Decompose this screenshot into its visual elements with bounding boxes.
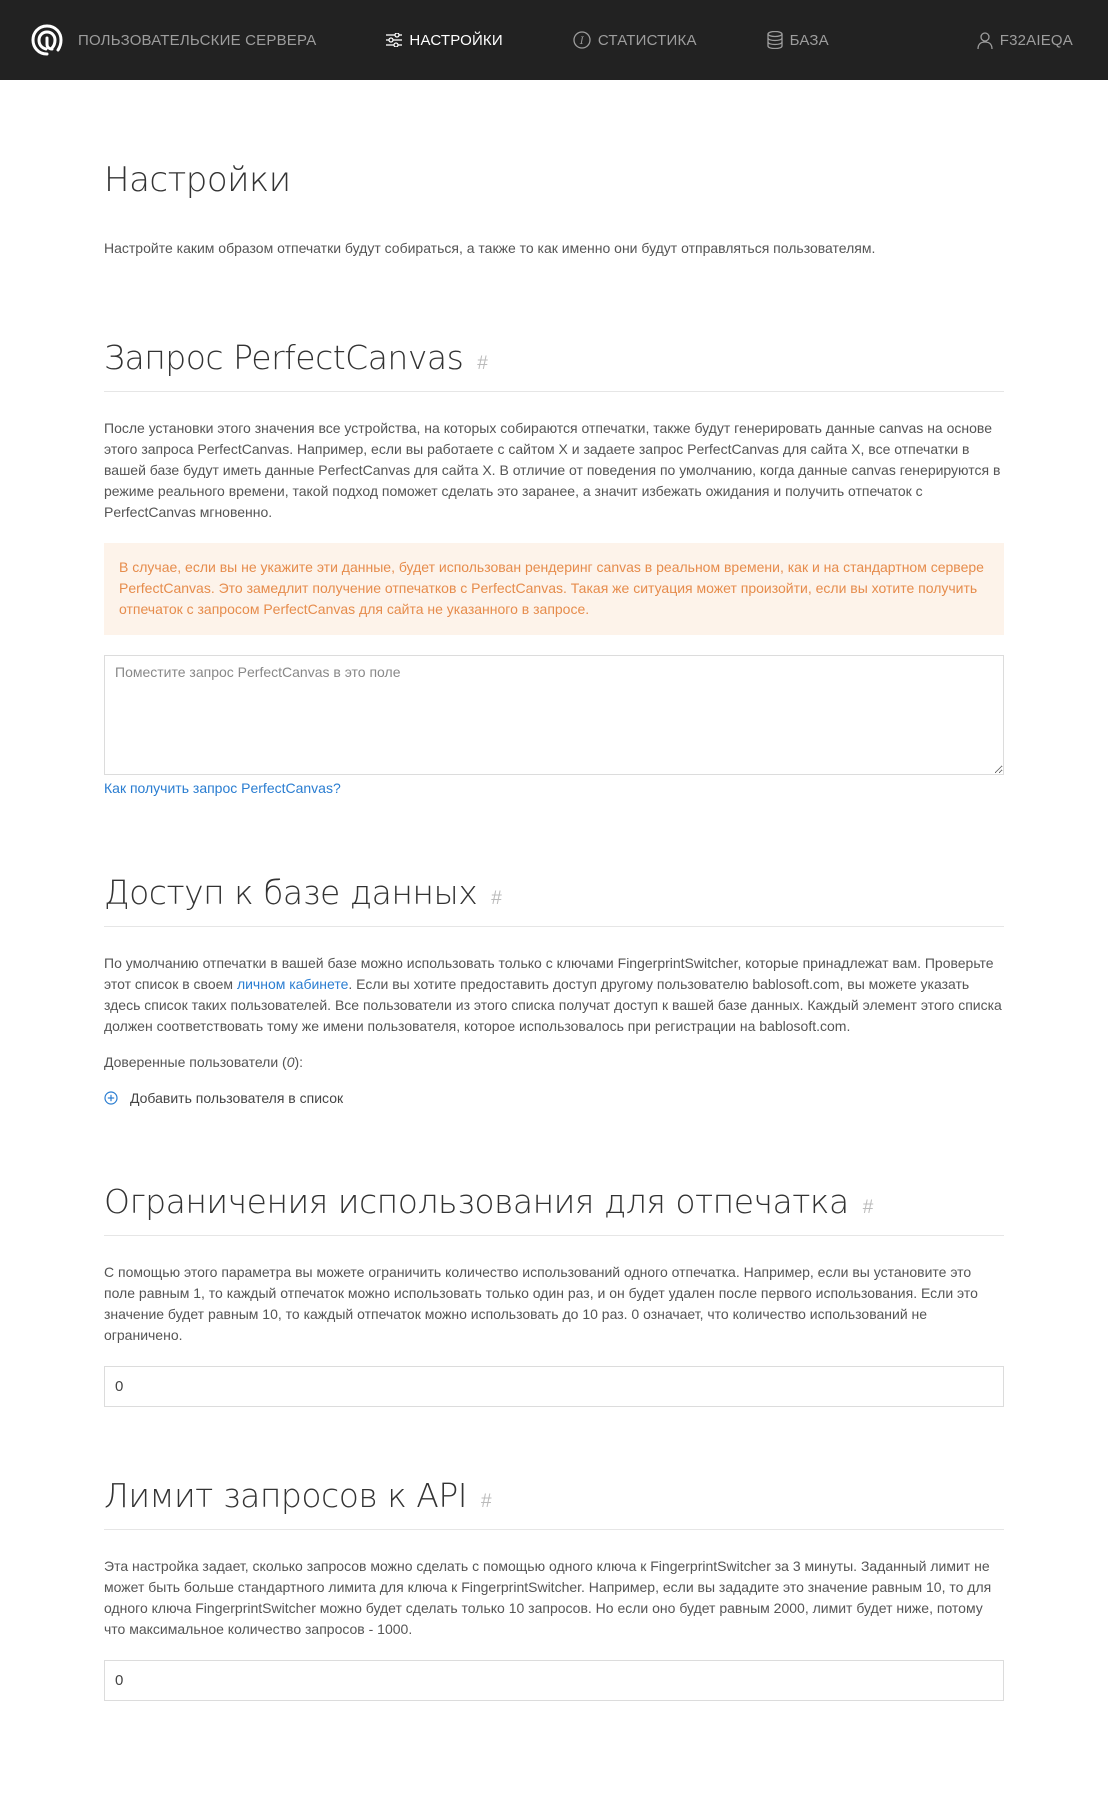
nav-custom-servers[interactable]: [78, 32, 316, 49]
nav-settings-label: НАСТРОЙКИ: [409, 31, 503, 49]
perfectcanvas-warning: В случае, если вы не укажите эти данные, будет использован рендеринг canvas в реальном времени, как и на стандартном сервере PerfectCanvas. Это замедлит получение отпечатков с PerfectCanvas. Такая же ситуация может произойти, если вы хотите получить отпечаток с запросом PerfectCanvas для сайта не указанного в запросе.: [104, 543, 1004, 635]
user-icon: [977, 32, 993, 49]
perfectcanvas-section: [104, 338, 1004, 797]
section-header: [104, 873, 1004, 927]
db-access-description: [104, 953, 1004, 1037]
sliders-icon: [386, 33, 402, 47]
usage-limit-input[interactable]: [104, 1366, 1004, 1407]
svg-text:i: i: [579, 36, 584, 47]
fingerprint-logo-icon[interactable]: [30, 23, 64, 57]
trusted-users-label: [104, 1054, 1004, 1070]
trusted-users-text: Доверенные пользователи (: [104, 1054, 287, 1070]
nav-database-label: БАЗА: [789, 31, 829, 49]
perfectcanvas-description: После установки этого значения все устройства, на которых собираются отпечатки, также будут генерировать данные canvas на основе этого запроса PerfectCanvas. Например, если вы работаете с сайтом X и задаете запрос PerfectCanvas для сайта X, все отпечатки в вашей базе будут иметь данные PerfectCanvas для сайта X. В отличие от поведения по умолчанию, когда данные canvas генерируются в режиме реального времени, такой подход поможет сделать это заранее, а значит избежать ожидания и получить отпечаток с PerfectCanvas мгновенно.: [104, 420, 1001, 520]
nav-database[interactable]: [767, 31, 829, 49]
perfectcanvas-request-textarea[interactable]: [104, 655, 1004, 775]
db-access-section: [104, 873, 1004, 1106]
usage-limit-heading: Ограничения использования для отпечатка: [104, 1182, 849, 1221]
api-limit-anchor-link[interactable]: #: [481, 1491, 492, 1512]
nav-statistics[interactable]: [573, 31, 697, 49]
add-user-label: Добавить пользователя в список: [130, 1090, 344, 1106]
trusted-users-suffix: ):: [294, 1054, 304, 1070]
top-navbar: [0, 0, 1108, 80]
db-access-anchor-link[interactable]: #: [491, 888, 502, 909]
nav-user-label: F32AIEQA: [999, 31, 1073, 49]
page-title: Настройки: [104, 160, 291, 200]
nav-user-account[interactable]: [977, 0, 1073, 80]
trusted-users-count: 0: [286, 1054, 295, 1070]
usage-limit-section: [104, 1182, 1004, 1407]
section-header: [104, 1476, 1004, 1530]
perfectcanvas-anchor-link[interactable]: #: [477, 353, 488, 374]
api-limit-description: Эта настройка задает, сколько запросов можно сделать с помощью одного ключа к FingerprintSwitcher за 3 минуты. Заданный лимит не может быть больше стандартного лимита для ключа к FingerprintSwitcher. Например, если вы зададите это значение равным 10, то для одного ключа FingerprintSwitcher можно будет сделать только 10 запросов. Но если оно будет равным 2000, лимит будет ниже, потому что максимальное количество запросов - 1000.: [104, 1558, 992, 1637]
page-description: Настройте каким образом отпечатки будут собираться, а также то как именно они будут отправляться пользователям.: [104, 240, 876, 256]
perfectcanvas-help-link[interactable]: Как получить запрос PerfectCanvas?: [104, 780, 341, 796]
api-limit-input[interactable]: [104, 1660, 1004, 1701]
section-header: [104, 1182, 1004, 1236]
personal-cabinet-link[interactable]: личном кабинете: [236, 976, 349, 992]
api-limit-section: [104, 1476, 1004, 1701]
database-icon: [767, 31, 783, 49]
db-access-desc-text: . Если вы хотите предоставить доступ другому пользователю bablosoft.com, вы можете указать здесь список таких пользователей. Все пользователи из этого списка получат доступ к вашей базе данных. Каждый элемент этого списка должен соответствовать тому же имени пользователя, которое использовалось при регистрации на bablosoft.com.: [104, 976, 1002, 1034]
db-access-desc-text: По умолчанию отпечатки в вашей базе можно использовать только с ключами FingerprintSwitcher, которые принадлежат вам. Проверьте этот список в своем: [104, 955, 994, 992]
nav-statistics-label: СТАТИСТИКА: [597, 31, 697, 49]
settings-main: [104, 160, 1004, 1701]
section-header: [104, 338, 1004, 392]
add-user-button[interactable]: [104, 1090, 1004, 1106]
usage-limit-anchor-link[interactable]: #: [862, 1197, 874, 1218]
api-limit-heading: Лимит запросов к API: [104, 1476, 468, 1515]
nav-custom-servers-label: ПОЛЬЗОВАТЕЛЬСКИЕ СЕРВЕРА: [78, 31, 317, 49]
plus-circle-icon: [104, 1091, 118, 1105]
nav-settings[interactable]: [386, 32, 502, 49]
db-access-heading: Доступ к базе данных: [104, 873, 478, 912]
info-circle-icon: [573, 31, 591, 49]
perfectcanvas-heading: Запрос PerfectCanvas: [104, 338, 464, 377]
usage-limit-description: С помощью этого параметра вы можете ограничить количество использований одного отпечатка. Например, если вы установите это поле равным 1, то каждый отпечаток можно использовать только один раз, и он будет удален после первого использования. Если это значение будет равным 10, то каждый отпечаток можно использовать до 10 раз. 0 означает, что количество использований не ограничено.: [104, 1264, 978, 1343]
